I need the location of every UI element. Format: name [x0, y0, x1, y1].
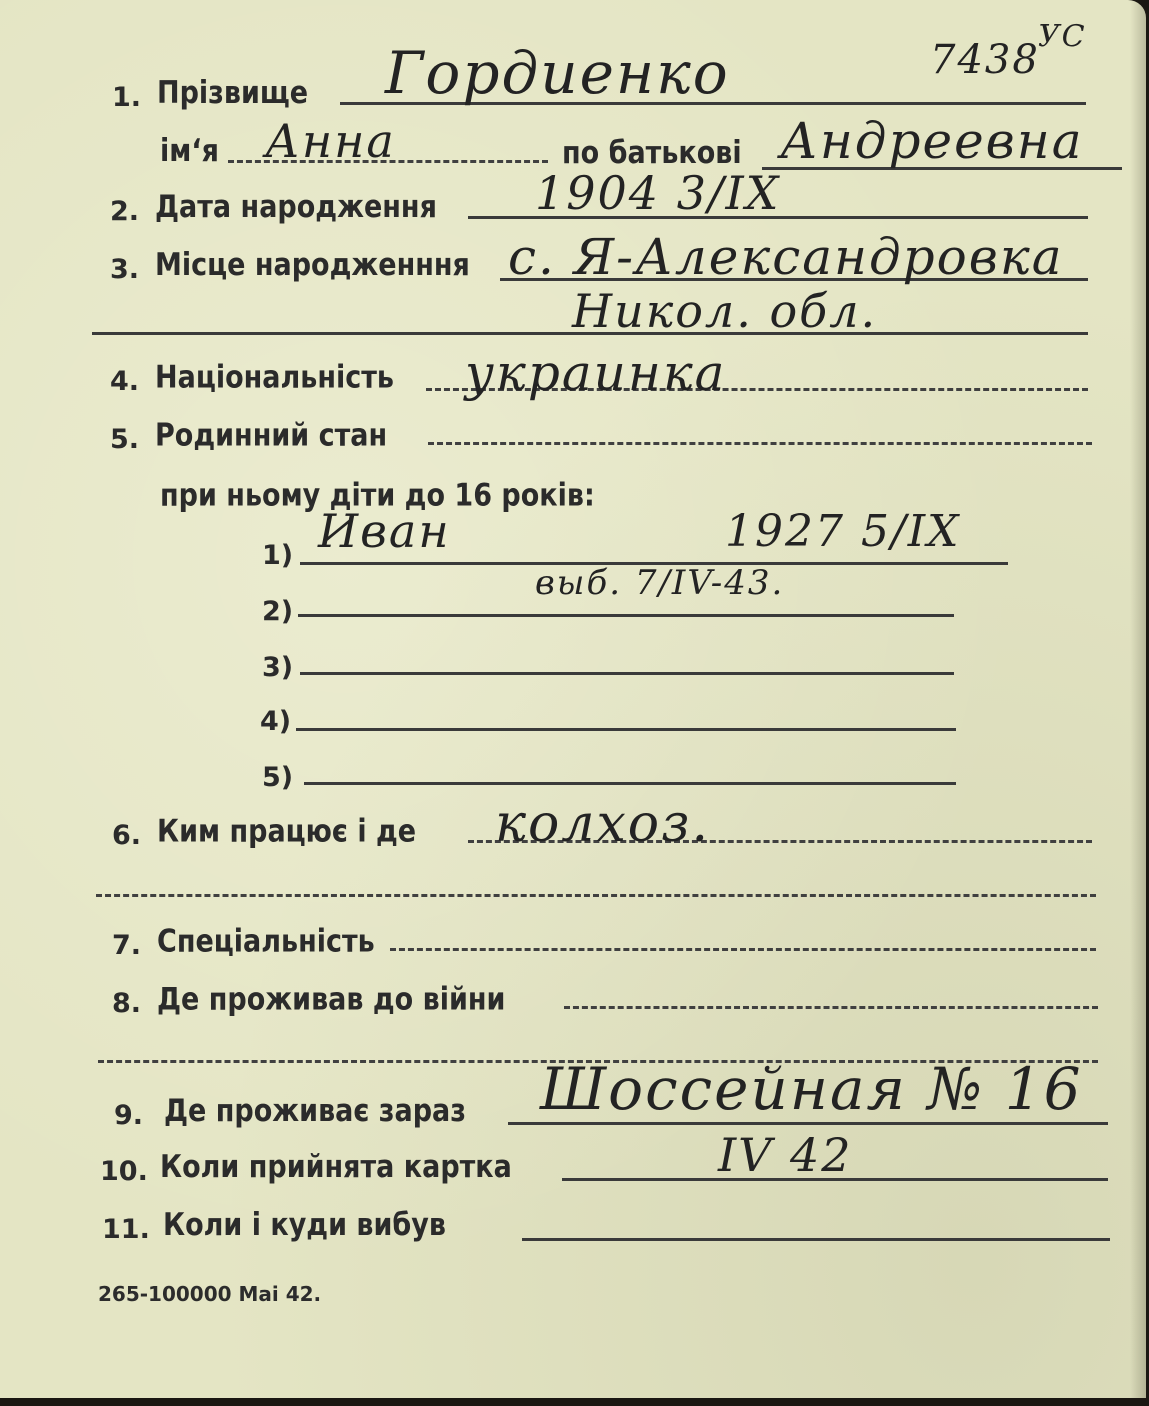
field-9-label: Де проживає зараз — [164, 1093, 466, 1130]
field-9-number: 9. — [114, 1100, 144, 1131]
field-7-line — [390, 948, 1096, 951]
print-code-footer: 265-100000 Mai 42. — [98, 1282, 322, 1306]
field-11-line — [522, 1238, 1110, 1241]
child-1-name-handwritten: Иван — [318, 504, 451, 558]
field-5-line — [428, 442, 1092, 445]
child-3-number: 3) — [262, 652, 294, 683]
field-2-number: 2. — [110, 196, 140, 227]
birth-place-handwritten: с. Я-Александровка — [508, 228, 1064, 286]
child-5-number: 5) — [262, 762, 294, 793]
field-10-label: Коли прийнята картка — [160, 1149, 512, 1186]
birth-date-handwritten: 1904 3/IX — [535, 166, 781, 220]
child-2-number: 2) — [262, 596, 294, 627]
field-4-label: Національність — [155, 359, 394, 396]
field-3-number: 3. — [110, 254, 140, 285]
field-11-number: 11. — [102, 1214, 150, 1245]
field-8-number: 8. — [112, 988, 142, 1019]
child-1-note-handwritten: выб. 7/IV-43. — [535, 563, 785, 603]
field-6-number: 6. — [112, 820, 142, 851]
card-number-handwritten: 7438 — [930, 37, 1040, 83]
child-3-line — [300, 672, 954, 675]
field-7-label: Спеціальність — [157, 923, 375, 960]
field-4-number: 4. — [110, 366, 140, 397]
current-address-handwritten: Шоссейная № 16 — [540, 1055, 1083, 1123]
work-handwritten: колхоз. — [495, 794, 710, 854]
birth-place-handwritten-2: Никол. обл. — [572, 284, 878, 338]
first-name-label: ім‘я — [160, 133, 219, 170]
child-4-number: 4) — [260, 706, 292, 737]
field-1-label: Прізвище — [157, 75, 309, 112]
field-5-number: 5. — [110, 424, 140, 455]
children-label: при ньому діти до 16 років: — [160, 477, 595, 514]
field-8-line — [564, 1006, 1098, 1009]
field-6-label: Ким працює і де — [157, 813, 417, 850]
field-8-label: Де проживав до війни — [157, 981, 506, 1018]
child-4-line — [296, 728, 956, 731]
child-1-date-handwritten: 1927 5/IX — [725, 506, 961, 557]
nationality-handwritten: украинка — [465, 344, 727, 402]
field-7-number: 7. — [112, 930, 142, 961]
patronymic-label: по батькові — [562, 135, 742, 172]
field-6-line-2 — [96, 894, 1096, 897]
field-10-number: 10. — [100, 1156, 148, 1187]
field-5-label: Родинний стан — [155, 417, 388, 454]
card-accepted-handwritten: IV 42 — [718, 1128, 853, 1182]
field-2-label: Дата народження — [155, 189, 437, 226]
field-1-number: 1. — [112, 82, 142, 113]
paper-edge-shadow — [1130, 0, 1146, 1398]
surname-handwritten: Гордиенко — [385, 39, 730, 107]
field-3-label: Місце народженння — [155, 247, 470, 284]
child-2-line — [298, 614, 954, 617]
patronymic-handwritten: Андреевна — [780, 112, 1084, 170]
field-11-label: Коли і куди вибув — [163, 1207, 446, 1244]
first-name-handwritten: Анна — [265, 114, 396, 168]
child-1-number: 1) — [262, 540, 294, 571]
card-mark-handwritten: УС — [1038, 19, 1087, 54]
child-5-line — [304, 782, 956, 785]
